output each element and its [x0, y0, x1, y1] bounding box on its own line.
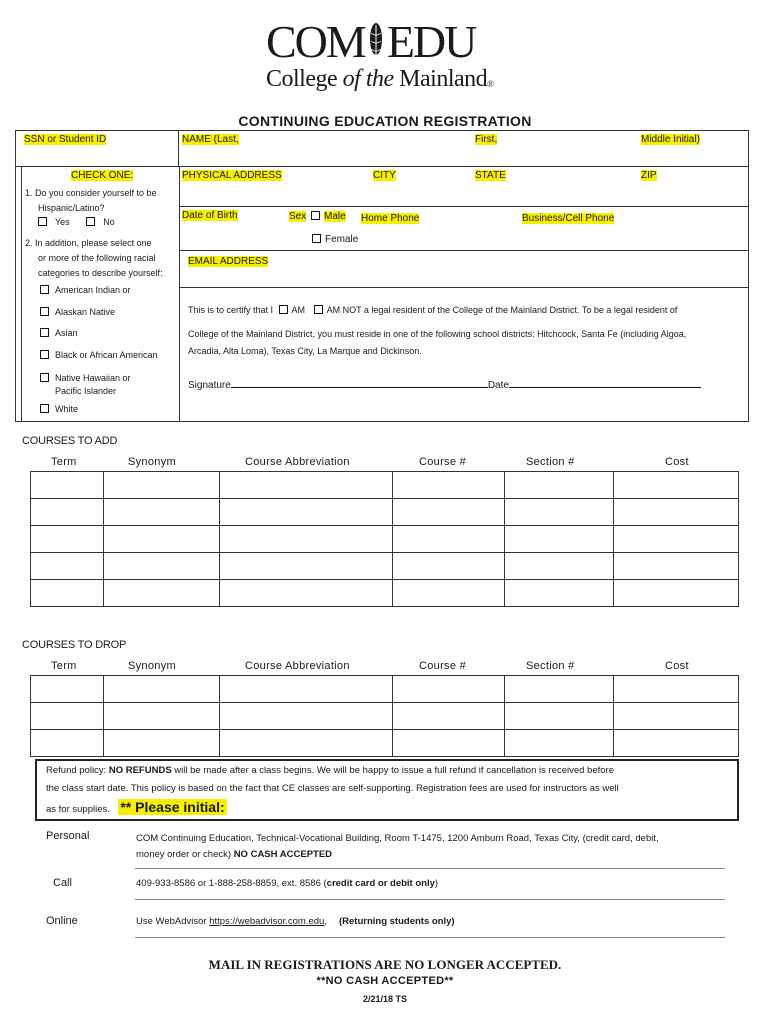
method-personal-text: COM Continuing Education, Technical-Vocational Building, Room T-1475, 1200 Amburn Road, Texas City, (credit card, debit, — [136, 833, 659, 844]
race-black-checkbox[interactable] — [40, 350, 49, 359]
race-american-indian-label: American Indian or — [55, 285, 131, 295]
courses-drop-header-synonym: Synonym — [128, 660, 176, 672]
name-last-label: NAME (Last, — [182, 134, 239, 145]
courses-drop-header-abbrev: Course Abbreviation — [245, 660, 350, 672]
refund-policy-line-3: as for supplies. — [46, 804, 110, 815]
middle-initial-label: Middle Initial) — [641, 134, 700, 145]
hispanic-no-checkbox[interactable] — [86, 217, 95, 226]
method-online-text: Use WebAdvisor — [136, 916, 210, 927]
race-asian-checkbox[interactable] — [40, 328, 49, 337]
courses-drop-header-term: Term — [51, 660, 77, 672]
resident-am-checkbox[interactable] — [279, 305, 288, 314]
race-black-label: Black or African American — [55, 350, 158, 360]
method-online-comma: , — [324, 916, 327, 927]
certify-line-3: Arcadia, Alta Loma), Texas City, La Marque and Dickinson. — [188, 346, 422, 356]
mail-in-notice: MAIL IN REGISTRATIONS ARE NO LONGER ACCEPTED. — [208, 957, 562, 972]
sex-female-label: Female — [325, 234, 359, 245]
form-title: CONTINUING EDUCATION REGISTRATION — [238, 113, 532, 129]
ssn-label: SSN or Student ID — [24, 134, 107, 145]
table-row — [31, 676, 739, 703]
race-native-hawaiian-checkbox[interactable] — [40, 373, 49, 382]
business-phone-label: Business/Cell Phone — [522, 213, 615, 224]
no-cash-notice: **NO CASH ACCEPTED** — [316, 975, 454, 987]
ethnicity-question-1: 1. Do you consider yourself to be Hispanic/Latino? — [25, 188, 157, 213]
certify-line-2: College of the Mainland District, you must reside in one of the following school districts: Hitchcock, Santa Fe (including Algoa, — [188, 329, 687, 339]
sex-label: Sex — [289, 211, 307, 222]
logo-registered: ® — [487, 79, 494, 89]
form-revision-code: 2/21/18 TS — [362, 994, 408, 1004]
race-alaskan-native-checkbox[interactable] — [40, 307, 49, 316]
race-american-indian-checkbox[interactable] — [40, 285, 49, 294]
sex-male-checkbox[interactable] — [311, 211, 320, 220]
date-label: Date — [487, 380, 509, 391]
college-logo — [262, 18, 512, 98]
courses-add-header-synonym: Synonym — [128, 456, 176, 468]
courses-add-table — [30, 471, 739, 607]
method-personal-label: Personal — [46, 830, 90, 842]
table-row — [31, 526, 739, 553]
logo-college: College — [266, 66, 343, 92]
courses-drop-title: COURSES TO DROP — [22, 639, 127, 651]
logo-mainland: Mainland — [393, 66, 488, 92]
resident-am-label: AM — [291, 305, 306, 315]
method-call-label: Call — [53, 877, 72, 889]
courses-drop-header-cost: Cost — [665, 660, 689, 672]
table-row — [31, 472, 739, 499]
table-row — [31, 580, 739, 607]
email-label: EMAIL ADDRESS — [188, 256, 269, 267]
courses-drop-header-section: Section # — [526, 660, 575, 672]
method-online-label: Online — [46, 915, 78, 927]
courses-add-header-cost: Cost — [665, 456, 689, 468]
courses-add-header-number: Course # — [419, 456, 467, 468]
resident-am-not-checkbox[interactable] — [314, 305, 323, 314]
no-cash-accepted-text: NO CASH ACCEPTED — [233, 849, 333, 860]
table-row — [31, 499, 739, 526]
table-row — [31, 703, 739, 730]
race-white-label: White — [55, 404, 79, 414]
courses-add-header-abbrev: Course Abbreviation — [245, 456, 350, 468]
state-label: STATE — [475, 170, 506, 181]
courses-add-title: COURSES TO ADD — [22, 435, 118, 447]
city-label: CITY — [373, 170, 396, 181]
race-native-hawaiian-label: Native Hawaiian or — [55, 373, 131, 383]
no-refunds-text: NO REFUNDS — [108, 765, 172, 776]
table-row — [31, 730, 739, 757]
sex-male-label: Male — [324, 211, 346, 222]
dob-label: Date of Birth — [182, 210, 238, 221]
signature-label: Signature — [188, 380, 231, 391]
race-asian-label: Asian — [55, 328, 78, 338]
refund-policy-label: Refund policy: — [46, 765, 109, 776]
signature-line[interactable] — [231, 378, 488, 388]
returning-students-text: (Returning students only) — [338, 916, 455, 927]
logo-edu: EDU — [386, 16, 476, 67]
courses-drop-table — [30, 675, 739, 757]
zip-label: ZIP — [641, 170, 657, 181]
race-alaskan-native-label: Alaskan Native — [55, 307, 116, 317]
logo-wheat-icon — [365, 20, 387, 58]
courses-add-header-term: Term — [51, 456, 77, 468]
method-personal-text-2: money order or check) — [136, 849, 234, 860]
date-line[interactable] — [509, 378, 701, 388]
name-first-label: First, — [475, 134, 498, 145]
hispanic-yes-label: Yes — [55, 217, 70, 227]
please-initial-label: ** Please initial: — [120, 799, 225, 815]
method-call-paren: ) — [434, 878, 439, 889]
credit-debit-only-text: credit card or debit only — [326, 878, 435, 889]
webadvisor-link[interactable]: https://webadvisor.com.edu — [209, 916, 325, 927]
resident-am-not-label: AM NOT a legal resident of the College of the Mainland District. To be a legal resident of — [326, 305, 678, 315]
physical-address-label: PHYSICAL ADDRESS — [182, 170, 282, 181]
certify-text: This is to certify that I — [188, 305, 274, 315]
method-call-text: 409-933-8586 or 1-888-258-8859, ext. 8586 ( — [136, 878, 327, 889]
courses-drop-header-number: Course # — [419, 660, 467, 672]
sex-female-checkbox[interactable] — [312, 234, 321, 243]
hispanic-no-label: No — [103, 217, 115, 227]
check-one-label: CHECK ONE: — [71, 170, 134, 181]
logo-com: COM — [266, 16, 365, 67]
race-white-checkbox[interactable] — [40, 404, 49, 413]
table-row — [31, 553, 739, 580]
courses-add-header-section: Section # — [526, 456, 575, 468]
refund-policy-text: will be made after a class begins. We will be happy to issue a full refund if cancellation is received before — [171, 765, 614, 776]
ethnicity-question-2: 2. In addition, please select one or more of the following racial categories to describe yourself: — [25, 238, 163, 278]
home-phone-label: Home Phone — [361, 213, 420, 224]
hispanic-yes-checkbox[interactable] — [38, 217, 47, 226]
race-pacific-islander-label: Pacific Islander — [55, 386, 117, 396]
refund-policy-line-2: the class start date. This policy is based on the fact that CE classes are self-supporting. Registration fees are used for instructors as well — [46, 783, 619, 794]
logo-of-the: of the — [342, 66, 394, 92]
